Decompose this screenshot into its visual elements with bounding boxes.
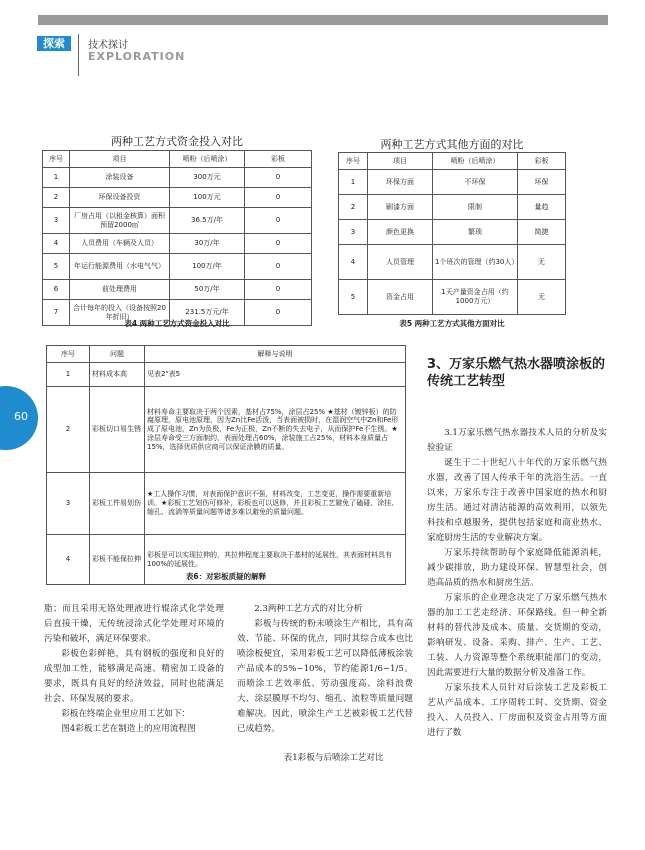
cell: 前处理费用 <box>70 280 170 300</box>
article-column-2 <box>237 602 413 766</box>
cell: 0 <box>245 234 312 254</box>
cell: 涂装设备 <box>70 168 170 188</box>
cell: 7 <box>43 300 70 326</box>
cell: 50万/年 <box>170 280 245 300</box>
paragraph: 彩板在终端企业里应用工艺如下： <box>61 709 191 719</box>
header-bar <box>38 15 608 25</box>
cell: 4 <box>339 245 368 280</box>
cell: 厂房占用（以租金核算）面积预留2000㎡ <box>70 208 170 234</box>
table-row <box>43 188 312 208</box>
paragraph: 万家乐持续帮助每个家庭降低能源消耗，减少碳排放，助力建设环保、智慧型社会，创造高品质的热水和厨房生活。 <box>427 548 607 588</box>
cell: 1天产量资金占用（约1000万元） <box>433 280 518 315</box>
table5-header: 喷粉（后喷涂） <box>433 153 518 170</box>
cell: 5 <box>43 254 70 280</box>
cell: 1 <box>339 170 368 195</box>
cell: 1个班次的管理（约30人） <box>433 245 518 280</box>
cell: 彩板切口易生锈 <box>90 387 145 473</box>
cell: 彩板工件易划伤 <box>90 473 145 535</box>
table6-header: 解释与说明 <box>145 346 406 363</box>
cell: 4 <box>43 234 70 254</box>
cell: 1 <box>47 363 90 387</box>
table5-header: 序号 <box>339 153 368 170</box>
cell: 无 <box>518 245 566 280</box>
section-title-en: EXPLORATION <box>88 50 186 63</box>
cell: 231.5万元/年 <box>170 300 245 326</box>
subsection-heading: 2.3两种工艺方式的对比分析 <box>254 604 363 614</box>
cell: 0 <box>245 254 312 280</box>
cell: 2 <box>47 387 90 473</box>
table4-header: 序号 <box>43 151 70 168</box>
table-row <box>339 195 566 220</box>
table-row <box>339 245 566 280</box>
table-row <box>43 254 312 280</box>
table-row <box>339 280 566 315</box>
table6-note: 表6：对彩板质疑的解释 <box>185 572 267 581</box>
table-row <box>339 170 566 195</box>
table5-note: 表5 两种工艺方式其他方面对比 <box>399 319 505 328</box>
table-row <box>339 220 566 245</box>
cell: 0 <box>245 188 312 208</box>
cell: 3 <box>47 473 90 535</box>
cell: 3 <box>339 220 368 245</box>
cell: 3 <box>43 208 70 234</box>
section-tag: 探索 <box>37 36 71 51</box>
figure-caption: 表1彩板与后喷涂工艺对比 <box>283 753 384 763</box>
table5-header: 彩板 <box>518 153 566 170</box>
cell: 环保 <box>518 170 566 195</box>
cell: 简捷 <box>518 220 566 245</box>
cell: 材料寿命主要取决于两个因素，基材占75%，涂层占25% ★基材（镀锌板）的防腐原理，原电池原理，因为Zn比Fe活泼，当表面被损时，在湿润空气中Zn和Fe形成了原电池，Zn为负极，Fe为正极，Zn不断的失去电子，从而保护Fe不生锈。★涂层寿命受三方面制约，表面处理占60%，涂装施工占25%，材料本身质量占15%，选择优质供应商可以保证涂膜的质量。 <box>145 387 406 473</box>
article-column-3 <box>427 426 607 741</box>
cell: 见表2"表5 <box>145 363 406 387</box>
cell: 2 <box>339 195 368 220</box>
table6 <box>46 345 406 585</box>
cell: 年运行能源费用（水电气气） <box>70 254 170 280</box>
paragraph: 彩板与传统的粉末喷涂生产相比，具有高效、节能、环保的优点，同时其综合成本也比喷涂板便宜，采用彩板工艺可以降低薄板涂装产品成本的5%~10%，节约能源1/6~1/5。而喷涂工艺效率低、劳动强度高、涂料浪费大、涂层膜厚不均匀、缩孔、流粒等质量问题难解决。因此，喷涂生产工艺被彩板工艺代替已成趋势。 <box>237 619 413 734</box>
cell: 0 <box>245 208 312 234</box>
table4-header: 彩板 <box>245 151 312 168</box>
table-row <box>47 387 406 473</box>
cell: 繁琐 <box>433 220 518 245</box>
cell: 彩板是可以实现拉伸的，其拉伸程度主要取决于基材的延展性，其表面材料具有100%的延展性。 <box>145 535 406 585</box>
cell: 5 <box>339 280 368 315</box>
paragraph: 脂；而且采用无铬处理液进行辊涂式化学处理后直接干燥，无传统浸涂式化学处理对环境的污染和破坏，满足环保要求。 <box>44 604 224 644</box>
subsection-heading: 3.1万家乐燃气热水器技术人员的分析及实验验证 <box>427 428 607 453</box>
cell: ★工人操作习惯，对表面保护意识不强，材料改变，工艺变更，操作需要重新培训。★彩板工艺划伤可修补，彩板也可以返修，并且彩板工艺避免了磕碰、涂挂、缩孔、流淌等质量问题等诸多难以避免的质量问题。 <box>145 473 406 535</box>
table-row <box>43 168 312 188</box>
cell: 100万元 <box>170 188 245 208</box>
section-heading: 3、万家乐燃气热水器喷涂板的传统工艺转型 <box>427 357 606 389</box>
table5-title: 两种工艺方式其他方面的对比 <box>380 138 524 151</box>
table-row <box>47 363 406 387</box>
cell: 0 <box>245 168 312 188</box>
table-row <box>47 473 406 535</box>
table4 <box>42 150 312 326</box>
paragraph: 万家乐技术人员针对后涂装工艺及彩板工艺从产品成本、工序周转工时、交货期、资金投入、人员投入、厂房面积及资金占用等方面进行了数 <box>427 683 607 738</box>
table6-header: 序号 <box>47 346 90 363</box>
cell: 人员费用（车辆及人员） <box>70 234 170 254</box>
table-row <box>43 208 312 234</box>
cell: 300万元 <box>170 168 245 188</box>
cell: 合计每年的投入（设备按照20年折旧） <box>70 300 170 326</box>
cell: 刷漆方面 <box>368 195 433 220</box>
table4-title: 两种工艺方式资金投入对比 <box>111 135 243 148</box>
cell: 不环保 <box>433 170 518 195</box>
page-number-badge <box>0 386 38 450</box>
section-title-cn: 技术探讨 <box>88 40 128 51</box>
table5-header: 项目 <box>368 153 433 170</box>
cell: 环保设备投资 <box>70 188 170 208</box>
cell: 1 <box>43 168 70 188</box>
cell: 0 <box>245 280 312 300</box>
paragraph: 万家乐的企业理念决定了万家乐燃气热水器的加工工艺走经济、环保路线。但一种全新材料的替代涉及成本、质量、交货期的变动，影响研发、设备、采购、排产、生产、工艺、工装、人力资源等整个系统职能部门的变动，因此需要进行大量的数据分析及准备工作。 <box>427 593 607 678</box>
cell: 限制 <box>433 195 518 220</box>
table4-header: 项目 <box>70 151 170 168</box>
table-row <box>43 234 312 254</box>
cell: 0 <box>245 300 312 326</box>
table-row <box>43 280 312 300</box>
cell: 6 <box>43 280 70 300</box>
cell: 4 <box>47 535 90 585</box>
paragraph: 彩板色彩鲜艳，具有钢板的强度和良好的成型加工性，能够满足高速、精密加工设备的要求，既具有良好的经济效益，同时也能满足社会、环保发展的要求。 <box>44 649 224 704</box>
figure-caption: 图4彩板工艺在制造上的应用流程图 <box>61 724 196 734</box>
page-number: 60 <box>14 410 28 423</box>
cell: 量趋 <box>518 195 566 220</box>
cell: 彩板不能保拉伸 <box>90 535 145 585</box>
cell: 36.5万/年 <box>170 208 245 234</box>
table5 <box>338 152 566 315</box>
cell: 30万/年 <box>170 234 245 254</box>
cell: 无 <box>518 280 566 315</box>
table4-header: 喷粉（后喷涂） <box>170 151 245 168</box>
cell: 颜色更换 <box>368 220 433 245</box>
cell: 人员管理 <box>368 245 433 280</box>
header-divider <box>78 34 79 76</box>
cell: 资金占用 <box>368 280 433 315</box>
article-column-1 <box>44 602 224 737</box>
cell: 环保方面 <box>368 170 433 195</box>
table6-header: 问题 <box>90 346 145 363</box>
table4-note: 表4 两种工艺方式资金投入对比 <box>124 319 230 328</box>
cell: 100万/年 <box>170 254 245 280</box>
cell: 2 <box>43 188 70 208</box>
paragraph: 诞生于二十世纪八十年代的万家乐燃气热水器，改善了国人传承千年的洗浴生活。一直以来，万家乐专注于改善中国家庭的热水和厨房生活。通过对清洁能源的高效利用，以领先科技和卓越服务，提供包括家庭和商业热水、家庭厨房生活的专业解决方案。 <box>427 458 607 543</box>
cell: 材料成本高 <box>90 363 145 387</box>
